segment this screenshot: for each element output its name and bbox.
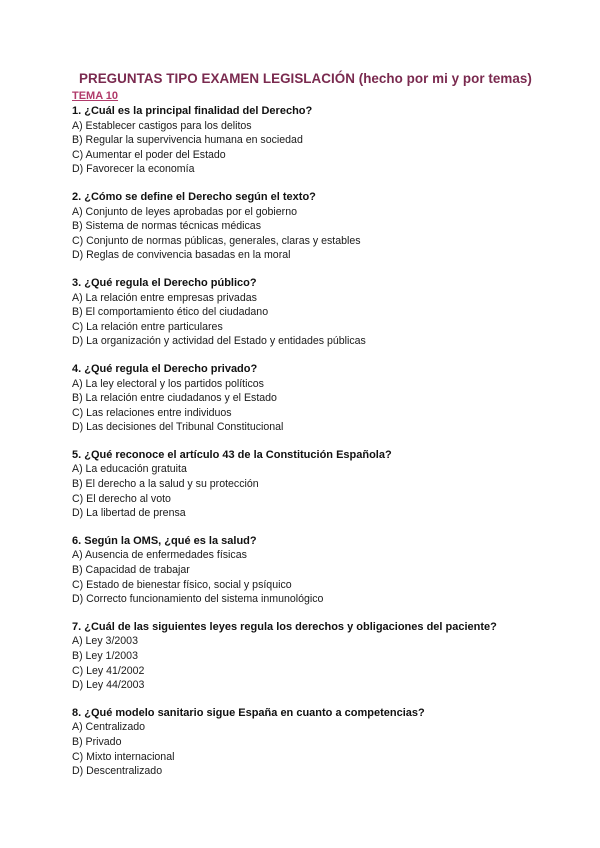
question-block	[72, 448, 592, 521]
question-block	[72, 104, 592, 177]
answer-option: A) La ley electoral y los partidos políticos	[72, 377, 264, 390]
answer-option: A) La relación entre empresas privadas	[72, 291, 257, 304]
question-block	[72, 190, 592, 263]
answer-option: A) La educación gratuita	[72, 463, 187, 476]
question-block	[72, 534, 592, 607]
question-text: 5. ¿Qué reconoce el artículo 43 de la Constitución Española?	[72, 448, 392, 461]
question-block	[72, 276, 592, 349]
question-text: 2. ¿Cómo se define el Derecho según el texto?	[72, 190, 316, 203]
question-text: 8. ¿Qué modelo sanitario sigue España en cuanto a competencias?	[72, 706, 425, 719]
answer-option: A) Centralizado	[72, 721, 146, 734]
answer-option: B) Ley 1/2003	[72, 650, 138, 662]
answer-option: D) Ley 44/2003	[72, 679, 145, 692]
answer-option: D) Las decisiones del Tribunal Constitucional	[72, 421, 284, 434]
question-list	[72, 104, 592, 792]
answer-option: B) Privado	[72, 735, 122, 748]
question-text: 1. ¿Cuál es la principal finalidad del Derecho?	[72, 105, 313, 117]
question-text: 3. ¿Qué regula el Derecho público?	[72, 276, 257, 289]
answer-option: D) Correcto funcionamiento del sistema inmunológico	[72, 593, 324, 606]
answer-option: C) Aumentar el poder del Estado	[72, 148, 226, 161]
answer-option: C) Estado de bienestar físico, social y psíquico	[72, 578, 292, 591]
answer-option: C) El derecho al voto	[72, 492, 171, 505]
answer-option: A) Establecer castigos para los delitos	[72, 119, 252, 132]
answer-option: B) El derecho a la salud y su protección	[72, 478, 259, 491]
answer-option: B) Capacidad de trabajar	[72, 564, 190, 577]
answer-option: A) Ausencia de enfermedades físicas	[72, 549, 247, 562]
answer-option: B) Sistema de normas técnicas médicas	[72, 220, 261, 233]
answer-option: A) Ley 3/2003	[72, 635, 138, 648]
answer-option: B) Regular la supervivencia humana en sociedad	[72, 134, 303, 147]
answer-option: A) Conjunto de leyes aprobadas por el gobierno	[72, 205, 297, 218]
question-block	[72, 706, 592, 779]
answer-option: D) Reglas de convivencia basadas en la moral	[72, 249, 291, 262]
question-text: 4. ¿Qué regula el Derecho privado?	[72, 362, 258, 375]
document-title: PREGUNTAS TIPO EXAMEN LEGISLACIÓN (hecho por mi y por temas)	[79, 71, 532, 86]
answer-option: C) Ley 41/2002	[72, 664, 145, 677]
answer-option: D) Descentralizado	[72, 765, 163, 778]
answer-option: B) La relación entre ciudadanos y el Estado	[72, 392, 277, 405]
answer-option: C) La relación entre particulares	[72, 320, 223, 333]
question-text: 6. Según la OMS, ¿qué es la salud?	[72, 534, 257, 547]
question-block	[72, 620, 592, 693]
question-text: 7. ¿Cuál de las siguientes leyes regula los derechos y obligaciones del paciente?	[72, 620, 497, 633]
section-heading: TEMA 10	[72, 90, 119, 102]
answer-option: C) Conjunto de normas públicas, generales, claras y estables	[72, 234, 361, 247]
answer-option: D) La libertad de prensa	[72, 507, 186, 520]
answer-option: C) Mixto internacional	[72, 750, 175, 763]
answer-option: B) El comportamiento ético del ciudadano	[72, 306, 269, 319]
question-block	[72, 362, 592, 435]
answer-option: D) La organización y actividad del Estado y entidades públicas	[72, 335, 366, 348]
answer-option: C) Las relaciones entre individuos	[72, 406, 232, 419]
answer-option: D) Favorecer la economía	[72, 163, 195, 176]
